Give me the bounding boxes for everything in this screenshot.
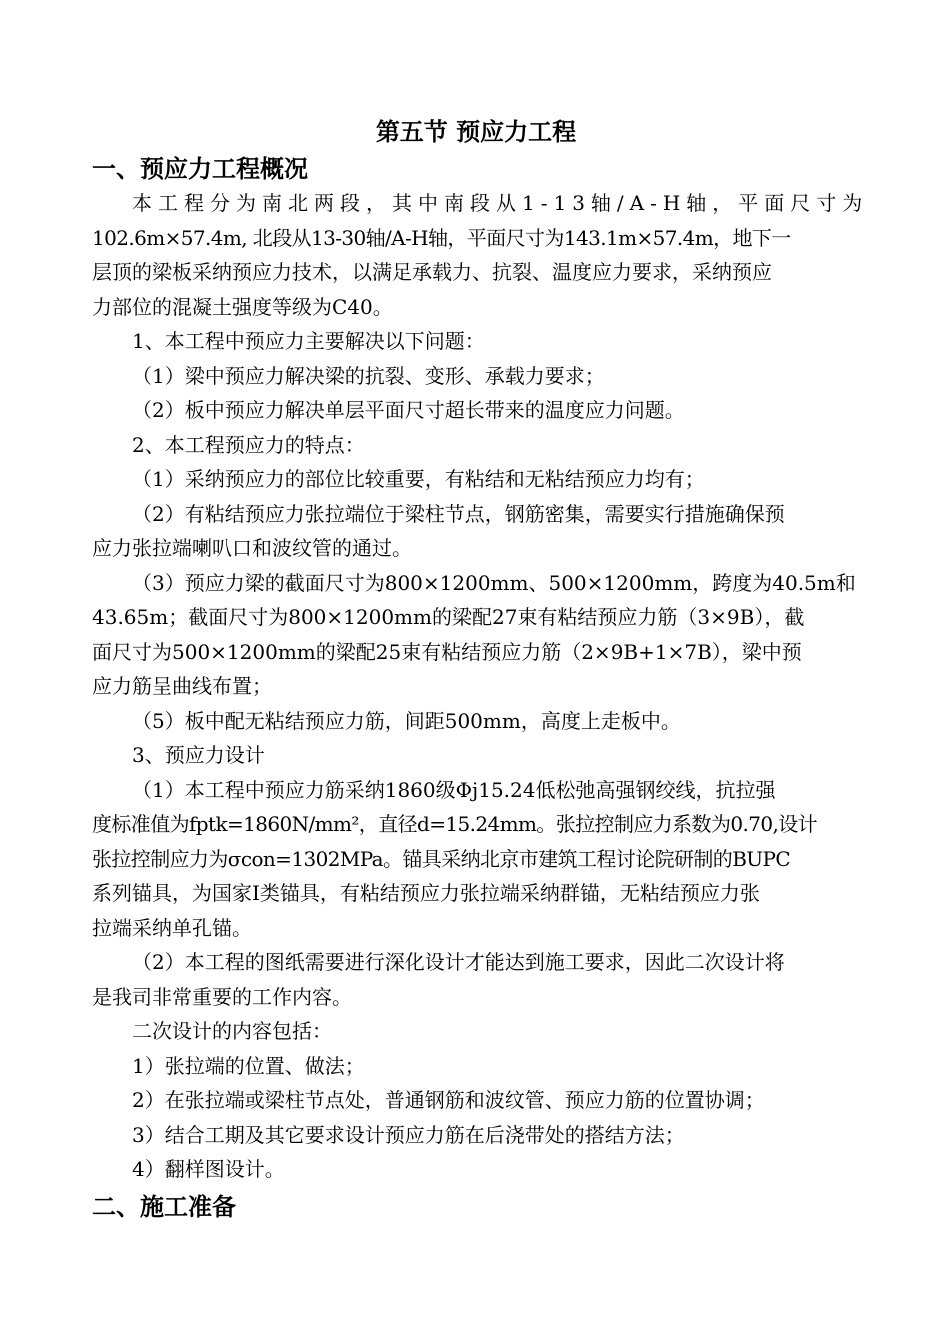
paragraph-line: （3）预应力梁的截面尺寸为800×1200mm、500×1200mm，跨度为40.5m和 [132, 570, 856, 595]
paragraph-line: 度标准值为fptk=1860N/mm²，直径d=15.24mm。张拉控制应力系数为0.70,设计 [92, 812, 818, 836]
paragraph-line: 43.65m；截面尺寸为800×1200mm的梁配27束有粘结预应力筋（3×9B），截 [92, 605, 805, 629]
list-item-1-2: （2）板中预应力解决单层平面尺寸超长带来的温度应力问题。 [132, 398, 685, 422]
list-item-2-1: （1）采纳预应力的部位比较重要，有粘结和无粘结预应力均有； [132, 467, 705, 491]
secondary-design-intro: 二次设计的内容包括： [132, 1019, 332, 1043]
intro-line: 力部位的混凝土强度等级为C40。 [92, 294, 393, 319]
list-item-1-1: （1）梁中预应力解决梁的抗裂、变形、承载力要求； [132, 363, 605, 388]
intro-paragraph [92, 186, 869, 324]
document-page [92, 112, 869, 1224]
paragraph-line: 应力张拉端喇叭口和波纹管的通过。 [92, 536, 412, 560]
list-item-2-2 [92, 497, 860, 566]
paragraph-line: 面尺寸为500×1200mm的梁配25束有粘结预应力筋（2×9B+1×7B），梁中预 [92, 639, 802, 664]
list-item-3-1 [92, 773, 860, 946]
list-item-3-2 [92, 945, 860, 1014]
paragraph-line: 应力筋呈曲线布置； [92, 674, 272, 698]
list-item-2-5: （5）板中配无粘结预应力筋，间距500mm，高度上走板中。 [132, 708, 681, 733]
paragraph-line: 系列锚具，为国家I类锚具，有粘结预应力张拉端采纳群锚，无粘结预应力张 [92, 881, 760, 905]
list-item-1: 1、本工程中预应力主要解决以下问题： [132, 329, 485, 353]
paragraph-line: （2）本工程的图纸需要进行深化设计才能达到施工要求，因此二次设计将 [132, 950, 785, 974]
heading-project-overview: 一、预应力工程概况 [92, 154, 308, 183]
paragraph-line: （1）本工程中预应力筋采纳1860级Φj15.24低松弛高强钢绞线，抗拉强 [132, 777, 776, 802]
secondary-design-item: 1）张拉端的位置、做法； [132, 1053, 365, 1078]
intro-line: 本工程分为南北两段，其中南段从1-13轴/A-H轴，平面尺寸为 [132, 191, 869, 215]
intro-line: 层顶的梁板采纳预应力技术，以满足承载力、抗裂、温度应力要求，采纳预应 [92, 260, 772, 284]
list-item-2: 2、本工程预应力的特点： [132, 432, 365, 457]
list-item-2-3 [92, 566, 860, 704]
paragraph-line: 拉端采纳单孔锚。 [92, 915, 252, 940]
secondary-design-item: 4）翻样图设计。 [132, 1157, 285, 1181]
paragraph-line: 张拉控制应力为σcon=1302MPa。锚具采纳北京市建筑工程讨论院研制的BUPC [92, 846, 791, 871]
paragraph-line: 是我司非常重要的工作内容。 [92, 984, 352, 1009]
section-title: 第五节 预应力工程 [375, 117, 577, 146]
list-item-3: 3、预应力设计 [132, 743, 265, 767]
secondary-design-item: 2）在张拉端或梁柱节点处，普通钢筋和波纹管、预应力筋的位置协调； [132, 1088, 765, 1112]
secondary-design-item: 3）结合工期及其它要求设计预应力筋在后浇带处的搭结方法； [132, 1122, 685, 1147]
heading-construction-preparation: 二、施工准备 [92, 1191, 236, 1221]
paragraph-line: （2）有粘结预应力张拉端位于梁柱节点，钢筋密集，需要实行措施确保预 [132, 501, 785, 526]
intro-line: 102.6m×57.4m, 北段从13-30轴/A-H轴，平面尺寸为143.1m×57.4m，地下一 [92, 225, 791, 250]
